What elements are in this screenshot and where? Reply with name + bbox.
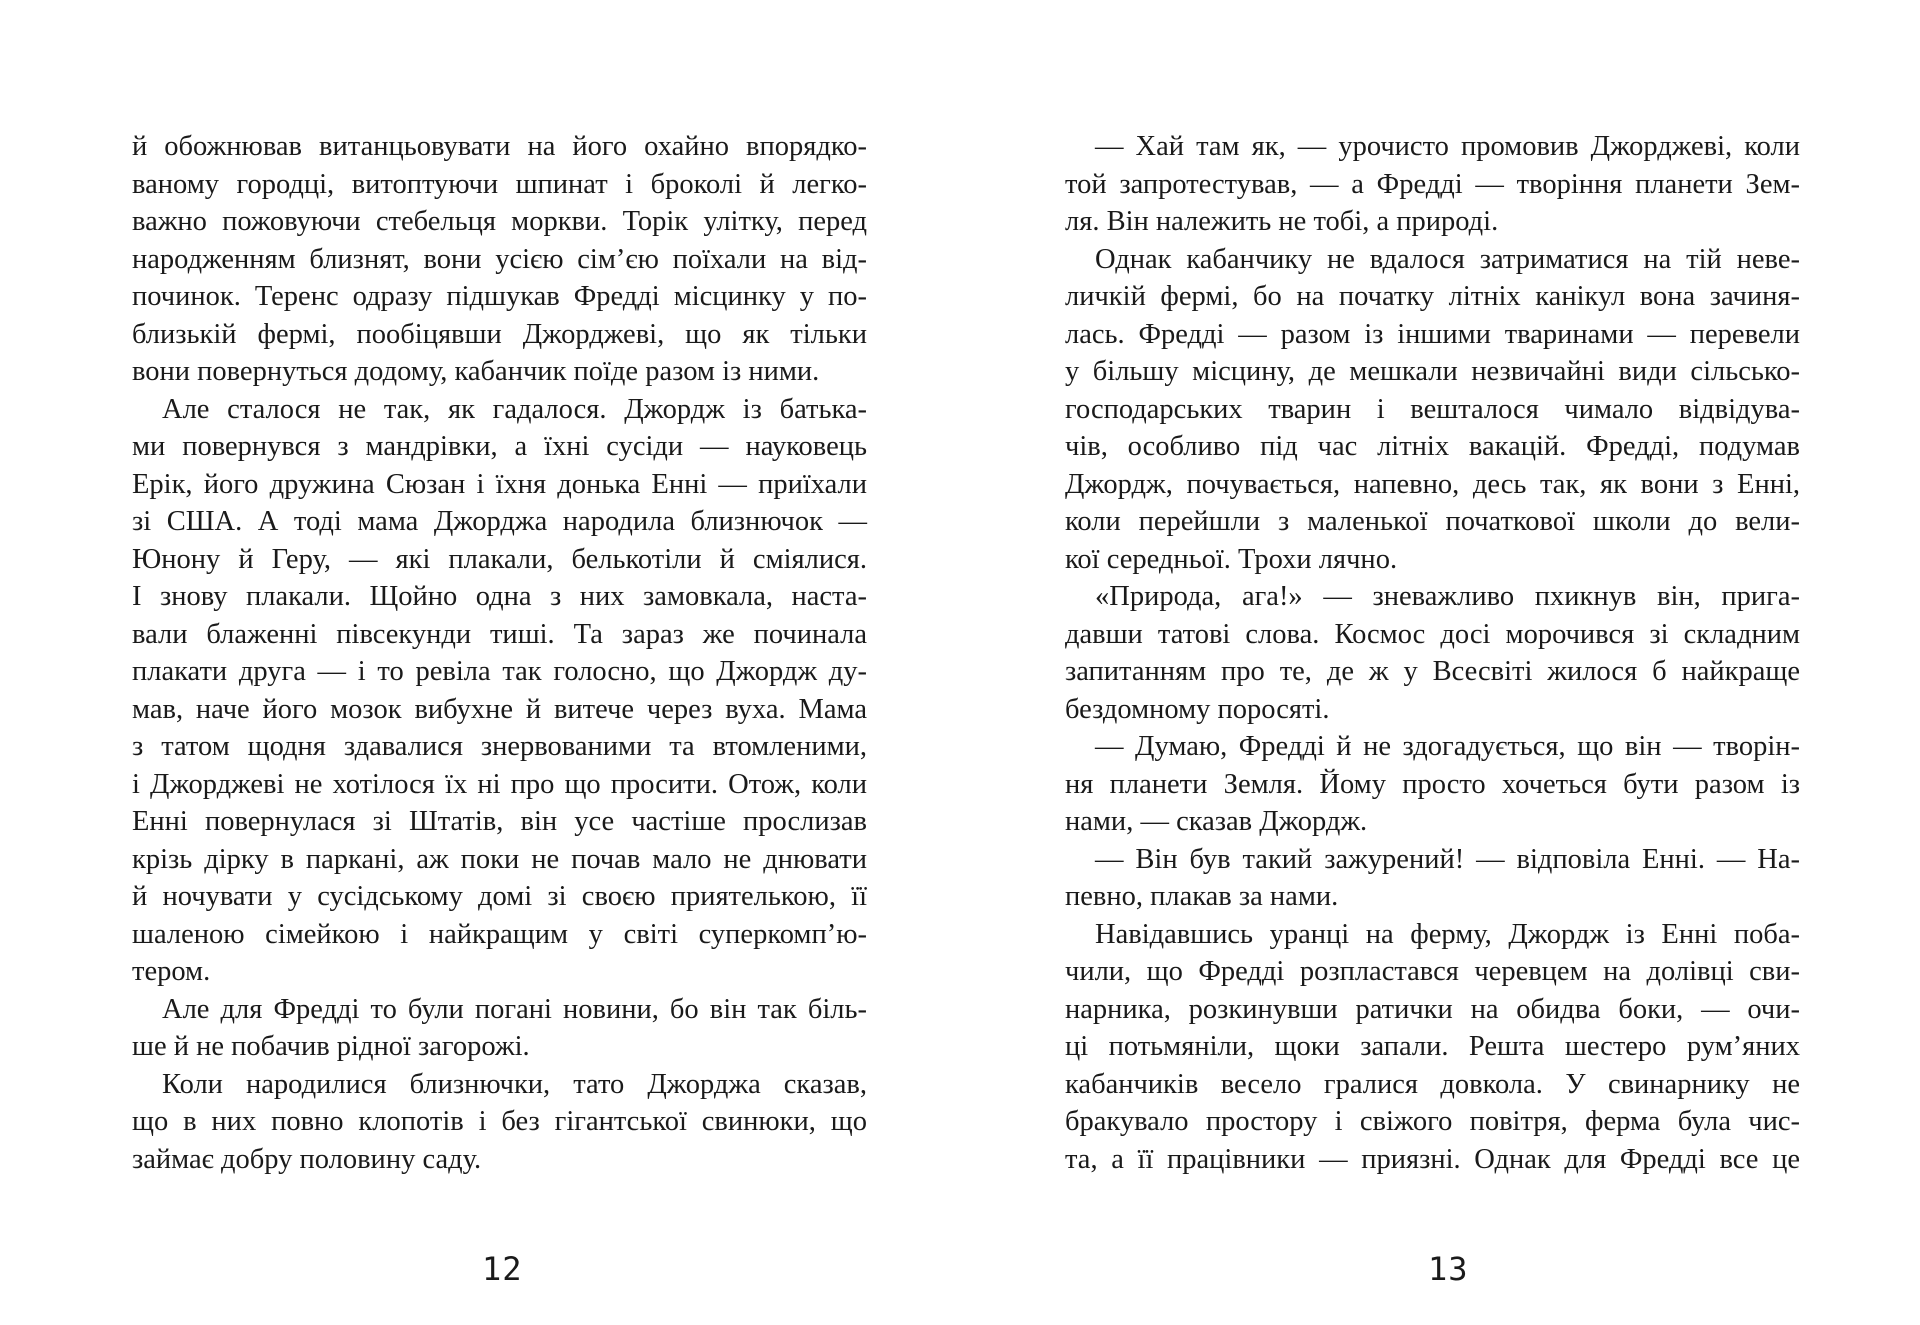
text-line: нами, — сказав Джордж.: [1065, 806, 1368, 837]
text-line: зі США. А тоді мама Джорджа народила близнючок —: [132, 506, 867, 537]
text-line: ля. Він належить не тобі, а природі.: [1065, 206, 1499, 237]
text-line: личкій фермі, бо на початку літніх канікул вона зачиня-: [1065, 281, 1800, 312]
text-line: тером.: [132, 956, 211, 987]
text-line: близькій фермі, пообіцявши Джорджеві, що як тільки: [132, 318, 867, 350]
text-line: Коли народилися близнючки, тато Джорджа сказав,: [162, 1068, 867, 1100]
left-page-text: [132, 128, 867, 1178]
right-page: [960, 0, 1920, 1325]
text-line: і Джорджеві не хотілося їх ні про що просити. Отож, коли: [132, 768, 867, 800]
text-line: певно, плакав за нами.: [1065, 881, 1339, 912]
right-page-number: 13: [1428, 1250, 1469, 1288]
text-line: — Він був такий зажурений! — відповіла Енні. — На-: [1095, 843, 1800, 875]
text-line: вони повернуться додому, кабанчик поїде разом із ними.: [132, 356, 820, 387]
text-line: кабанчиків весело гралися довкола. У свинарнику не: [1065, 1068, 1800, 1100]
text-line: що в них повно клопотів і без гігантської свинюки, що: [132, 1106, 867, 1137]
text-line: й обожнював витанцьовувати на його охайно впорядко-: [132, 131, 867, 162]
text-line: той запротестував, — а Фредді — творіння планети Зем-: [1065, 168, 1800, 200]
left-page-number: 12: [482, 1250, 523, 1288]
text-line: Але сталося не так, як гадалося. Джордж із батька-: [162, 393, 867, 425]
text-line: мав, наче його мозок вибухне й витече через вуха. Мама: [132, 693, 867, 725]
text-line: — Думаю, Фредді й не здогадується, що він — творін-: [1095, 731, 1800, 762]
right-page-text: [1065, 128, 1800, 1178]
text-line: давши татові слова. Космос досі морочився зі складним: [1065, 618, 1800, 650]
text-line: Енні повернулася зі Штатів, він усе частіше прослизав: [132, 806, 867, 837]
text-line: ці потьмяніли, щоки запали. Решта шестеро рум’яних: [1065, 1031, 1800, 1062]
text-line: вали блаженні півсекунди тиші. Та зараз же починала: [132, 618, 867, 650]
text-line: — Хай там як, — урочисто промовив Джорджеві, коли: [1095, 131, 1800, 162]
text-line: займає добру половину саду.: [132, 1143, 482, 1175]
text-line: починок. Теренс одразу підшукав Фредді місцинку у по-: [132, 281, 867, 312]
text-line: ше й не побачив рідної загорожі.: [132, 1031, 530, 1062]
text-line: І знову плакали. Щойно одна з них замовкала, наста-: [132, 581, 867, 612]
text-line: з татом щодня здавалися знервованими та втомленими,: [132, 731, 867, 762]
text-line: Але для Фредді то були погані новини, бо він так біль-: [162, 993, 867, 1025]
text-line: бездомному поросяті.: [1065, 693, 1330, 725]
text-line: ваному городці, витоптуючи шпинат і броколі й легко-: [132, 168, 867, 200]
text-line: крізь дірку в паркані, аж поки не почав мало не днювати: [132, 843, 867, 875]
text-line: Ерік, його дружина Сюзан і їхня донька Енні — приїхали: [132, 468, 867, 500]
text-line: чів, особливо під час літніх вакацій. Фредді, подумав: [1065, 431, 1800, 462]
text-line: плакати друга — і то ревіла так голосно, що Джордж ду-: [132, 656, 867, 687]
text-line: у більшу місцину, де мешкали незвичайні види сільсько-: [1065, 356, 1800, 387]
text-line: запитанням про те, де ж у Всесвіті жилося б найкраще: [1065, 656, 1800, 687]
text-line: шаленою сімейкою і найкращим у світі суперкомп’ю-: [132, 918, 867, 950]
text-line: та, а її працівники — приязні. Однак для Фредді все це: [1065, 1143, 1800, 1175]
text-line: ми повернувся з мандрівки, а їхні сусіди — науковець: [132, 431, 867, 462]
text-line: чили, що Фредді розпластався черевцем на долівці сви-: [1065, 956, 1800, 987]
text-line: й ночувати у сусідському домі зі своєю приятелькою, її: [132, 881, 867, 912]
text-line: народженням близнят, вони усією сім’єю поїхали на від-: [132, 243, 867, 275]
text-line: господарських тварин і вешталося чимало відвідува-: [1065, 393, 1800, 425]
text-line: коли перейшли з маленької початкової школи до вели-: [1065, 506, 1800, 537]
text-line: нарника, розкинувши ратички на обидва боки, — очи-: [1065, 993, 1800, 1025]
text-line: Юнону й Геру, — які плакали, белькотіли й сміялися.: [132, 543, 867, 575]
text-line: Джордж, почувається, напевно, десь так, як вони з Енні,: [1065, 468, 1800, 500]
text-line: кої середньої. Трохи лячно.: [1065, 543, 1398, 575]
text-line: ня планети Земля. Йому просто хочеться бути разом із: [1065, 768, 1800, 800]
text-line: Навідавшись уранці на ферму, Джордж із Енні поба-: [1095, 918, 1800, 950]
text-line: важно пожовуючи стебельця моркви. Торік улітку, перед: [132, 206, 867, 237]
text-line: бракувало простору і свіжого повітря, ферма була чис-: [1065, 1106, 1800, 1137]
text-line: Однак кабанчику не вдалося затриматися на тій неве-: [1095, 243, 1800, 275]
text-line: лась. Фредді — разом із іншими тваринами — перевели: [1065, 318, 1800, 350]
text-line: «Природа, ага!» — зневажливо пхикнув він, прига-: [1095, 581, 1800, 612]
